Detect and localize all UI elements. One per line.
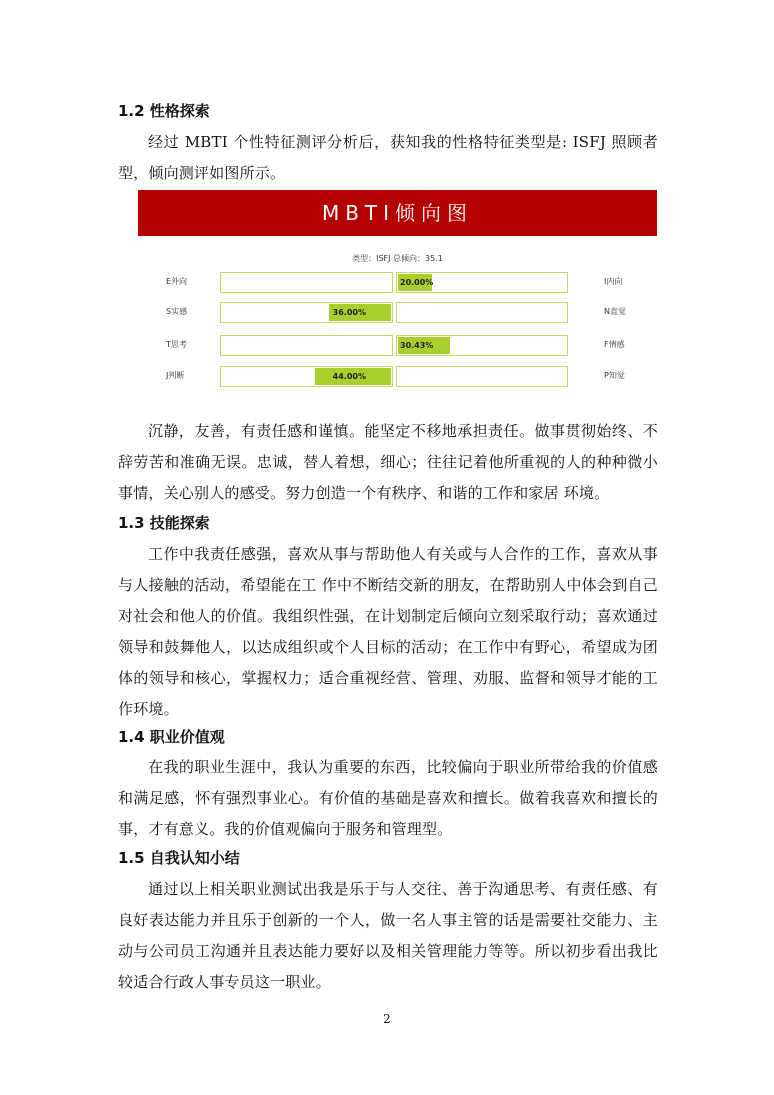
mbti-chart — [138, 190, 657, 392]
row-left-label: T思考 — [166, 340, 187, 349]
bar-track-left — [220, 272, 393, 293]
bar-value-label: 20.00% — [400, 278, 434, 287]
row-left-label: J判断 — [166, 371, 185, 380]
paragraph-summary: 通过以上相关职业测试出我是乐于与人交往、善于沟通思考、有责任感、有良好表达能力并且乐于创新的一个人，做一名人事主管的话是需要社交能力、主动与公司员工沟通并且表达能力要好以及相关管理能力等等。所以初步看出我比较适合行政人事专员这一职业。 — [118, 880, 658, 991]
heading-1-2: 1.2 性格探索 — [118, 102, 210, 120]
bar-value-label: 36.00% — [332, 308, 366, 317]
heading-1-4: 1.4 职业价值观 — [118, 728, 225, 746]
paragraph-personality-intro: 经过 MBTI 个性特征测评分析后，获知我的性格特征类型是: ISFJ 照顾者型，倾向测评如图所示。 — [118, 133, 658, 182]
paragraph-values: 在我的职业生涯中，我认为重要的东西，比较偏向于职业所带给我的价值感和满足感，怀有强烈事业心。有价值的基础是喜欢和擅长。做着我喜欢和擅长的事，才有意义。我的价值观偏向于服务和管理型。 — [118, 758, 658, 838]
bar-track-left — [220, 335, 393, 356]
row-right-label: N直觉 — [604, 307, 626, 316]
row-left-label: E外向 — [166, 277, 188, 286]
bar-track-left — [220, 366, 393, 387]
row-right-label: P知觉 — [604, 371, 625, 380]
bar-value-label: 30.43% — [400, 341, 434, 350]
row-right-label: F情感 — [604, 340, 625, 349]
bar-track-right — [396, 335, 568, 356]
bar-track-right — [396, 272, 568, 293]
row-right-label: I内向 — [604, 277, 623, 286]
paragraph-personality-description: 沉静，友善，有责任感和谨慎。能坚定不移地承担责任。做事贯彻始终、不辞劳苦和准确无误。忠诚，替人着想，细心；往往记着他所重视的人的种种微小事情，关心别人的感受。努力创造一个有秩序、和谐的工作和家居 环境。 — [118, 422, 658, 502]
row-left-label: S实感 — [166, 307, 188, 316]
bar-value-label: 44.00% — [332, 372, 366, 381]
chart-title: MBTI倾向图 — [138, 190, 657, 236]
heading-1-5: 1.5 自我认知小结 — [118, 849, 240, 867]
chart-subtitle: 类型：ISFJ 总倾向：35.1 — [352, 254, 443, 263]
bar-track-left — [220, 302, 393, 323]
paragraph-skills: 工作中我责任感强，喜欢从事与帮助他人有关或与人合作的工作，喜欢从事与人接触的活动，希望能在工 作中不断结交新的朋友，在帮助别人中体会到自己对社会和他人的价值。我组织性强，在计划制定后倾向立刻采取行动；喜欢通过领导和鼓舞他人，以达成组织或个人目标的活动；在工作中有野心，希望成为团体的领导和核心，掌握权力；适合重视经营、管理、劝服、监督和领导才能的工作环境。 — [118, 545, 658, 718]
bar-track-right — [396, 302, 568, 323]
page-number: 2 — [383, 1012, 391, 1026]
heading-1-3: 1.3 技能探索 — [118, 514, 210, 532]
bar-track-right — [396, 366, 568, 387]
